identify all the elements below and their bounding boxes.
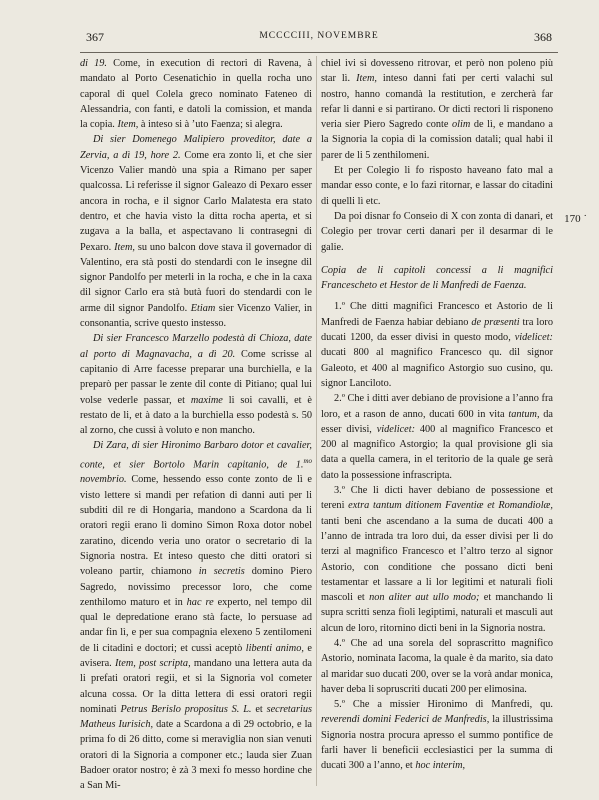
text-run: non aliter aut ullo modo;: [369, 592, 480, 604]
text-run: Come, hessendo esso conte zonto de lì e visto lettere si mandi per refation di danni auti per li subditi dil re di Hongaria, mandono a Scardona da li oratori regii erano lì domino Simon Roxa dotor nobel zaratino, dicendo veria uno orator o secretario di la Signoria nostra. Et inteso questo che ditti oratori si voleano partir, chiamono: [80, 474, 312, 578]
text-run: Come, in execution di rectori di Ravena, à mandato al Porto Cesenatichio in quella rocha uno caporal di quel Colela greco nominato Fateneo di Alessandria, con fanti, e datoli la comission, et manda la copia.: [80, 58, 312, 131]
page-number-left: 367: [86, 30, 104, 44]
text-run: libenti animo,: [245, 642, 304, 654]
text-run: in secretis: [198, 566, 245, 578]
chapter-item: [321, 483, 553, 636]
text-run: Come era zonto li, et che sier Vicenzo Valier mandò una spia a Rimano per saper qualcossa. Li referisse il signor Galeazo di Pexaro esser ancora in rocha, e il signor Carlo Malatesta era stato dentro, et che havia visto la ditta rocha aperta, et si zugava a la balla, et aspectavano li contrasegni di Pexaro.: [80, 149, 312, 253]
header-rule: [80, 52, 558, 53]
column-divider: [316, 56, 317, 786]
margin-note: 170 ˙: [564, 213, 587, 225]
chapter-item: [321, 391, 553, 483]
text-run: de præsenti: [471, 316, 520, 328]
text-run: secretarius Matheus Iurisich,: [80, 703, 312, 731]
text-run: li soi cavalli, et è restato de li, et à dato a la burchiella esso podestà s. 50 al zorno, che cussì à voluto e non mancho.: [80, 394, 312, 437]
text-run: novembrio.: [80, 474, 127, 486]
text-run: 400 al magnifico Francesco et 200 al magnifico Astorgio; la qual provisione gli sia data a quella camera, in el teritorio de la quale ge serà dato la possessione infrascripta.: [321, 423, 553, 481]
text-run: 5.º Che a missier Hironimo di Manfredi, qu.: [334, 699, 553, 711]
text-run: chiel ivi si dovesseno ritrovar, et però non poleno più star lì.: [321, 58, 553, 85]
text-run: Item,: [356, 73, 377, 85]
left-column: [80, 56, 312, 794]
text-run: Come scrisse al capitanio di Arre facesse preparar una burchiella, e la preparò per passar le zente dil conte di Pitiano; qual lui volse vederle passar, et: [80, 348, 313, 406]
text-run: 3.º Che li dicti haver debiano de possessione et tereni: [321, 485, 553, 512]
section-heading: Copia de li capitoli concessi a li magnifici Francescheto et Hestor de li Manfredi de Faenza.: [321, 264, 553, 292]
text-run: domino Piero Sagredo, novissimo precessor loro, che come zenthilomo maturo et in: [80, 566, 312, 608]
text-run: Di sier Francesco Marzello podestà di Chioza, date al porto di Magnavacha, a dì 20.: [80, 333, 312, 360]
text-run: à inteso si à ’uto Faenza; si alegra.: [138, 119, 283, 131]
paragraph: [80, 331, 312, 438]
right-column: [321, 56, 553, 774]
text-run: e avisera.: [80, 642, 312, 669]
page-number-right: 368: [534, 30, 552, 44]
text-run: Di Zara, di sier Hironimo Barbaro dotor et cavalier, conte, et sier Bortolo Marin capitanio, de 1.: [80, 440, 312, 471]
text-run: Item,: [117, 119, 139, 131]
running-title: MCCCCIII, NOVEMBRE: [259, 31, 379, 41]
text-run: di 19.: [80, 58, 114, 69]
text-run: ducati 800 al magnifico Francesco qu. dil signor Galeoto, et 400 al magnifico Astorgio suo cusino, qu. signor Lanciloto.: [321, 347, 553, 389]
text-run: hoc interim,: [415, 760, 466, 772]
text-run: 1.º Che ditti magnifici Francesco et Astorio de li Manfredi de Faenza habiar debiano: [321, 301, 553, 328]
text-run: Etiam: [190, 302, 216, 314]
paragraph: [80, 438, 312, 793]
text-run: reverendi domini Federici de Manfredis,: [321, 714, 490, 726]
text-run: mandano una lettera auta da li prefati oratori regii, et si la Signoria vol cometer alcuna cossa. Or la ditta lettera di essi oratori regii nominati: [80, 658, 312, 715]
text-run: videlicet:: [514, 332, 553, 344]
text-run: tanti beni che ascendano a la suma de ducati 400 a l’anno de intrada tra loro dui, da esser divisi per li do terzi al magnifico Francesco et l’altro terzo al signor Astorio, con conditione che possano dicti beni testamentar et lassare a li lor legitimi et naturali fioli mascoli et: [321, 515, 553, 604]
text-run: 2.º Che i ditti aver debiano de provisione a l’anno fra loro, et a rason de anno, ducati 600 in vita: [321, 393, 553, 420]
text-run: inteso danni fati per certi valachi sul nostro, hanno comandà la restitution, e zercherà far refar li danni e si partirano. Or dicti rectori li risponeno veria sier Piero Sagredo conte: [321, 73, 553, 131]
text-run: experto, nel tempo dil qual le depredatione erano stà facte, lo persuase ad andar fin lì, e per sua compagnia elexeno 5 zentilomeni de li citadini e doctori; et cussì aceptò: [80, 596, 313, 654]
text-run: maxime: [190, 394, 223, 406]
text-run: su uno balcon dove stava il governador di Valentino, era stà posti do stendardi con le insegne dil signor Pandolfo per meterli in la rocha, e che in la caxa dil signor Carlo era stà butà fuori do stendardi con le arme dil signor Pandolfo.: [80, 241, 312, 314]
text-run: videlicet:: [376, 423, 416, 435]
text-run: Item, post scripta,: [114, 658, 191, 669]
page-header: [86, 30, 552, 48]
paragraph: [321, 56, 553, 163]
chapter-item: [321, 697, 553, 773]
text-run: et manchando li supra scritti senza fioli legiptimi, naturali et masculi aut alcun de loro, ritornino dicti beni in la Signoria nostra.: [321, 592, 554, 634]
text-run: de lì, e mandano a la Signoria la copia di la comission datali; qual habi il parer de li 5 zenthilomeni.: [321, 119, 553, 161]
text-run: Di sier Domenego Malipiero proveditor, date a Zervia, a dì 19, hore 2.: [80, 134, 312, 161]
text-run: extra tantum ditionem Faventiæ et Romandiolæ,: [348, 500, 553, 512]
paragraph: [80, 56, 312, 132]
text-run: Petrus Berislo propositus S. L.: [120, 703, 252, 715]
text-run: 4.º Che ad una sorela del soprascritto magnifico Astorio, nominata Iacoma, la quale è da marito, sia dato al maridar suo ducati 200, over se la vorà andar monica, haver deba li sopruscriti ducati 200 per elimosina.: [321, 637, 553, 695]
paragraph: Et per Colegio li fo risposto haveano fato mal a mandar esso conte, e lo fazi ritornar, e lassar do citadini di quelli lì etc.: [321, 165, 553, 207]
chapter-item: [321, 636, 553, 697]
text-run: da esser divisi,: [321, 408, 554, 435]
text-run: olim: [452, 119, 471, 131]
text-run: sier Vicenzo Valier, in consonantia, scrive questo instesso.: [80, 302, 312, 330]
paragraph: [80, 132, 312, 331]
text-run: tra loro ducati 1200, da esser divisi in questo modo,: [321, 316, 553, 344]
text-run: tantum,: [508, 408, 540, 420]
text-run: la illustrissima Signoria nostra procura apresso el summo pontifice de farli haver li beneficii ecclesiastici per la summa di ducati 300 a l’anno, et: [321, 714, 553, 772]
text-run: date a Scardona a dì 29 octobrio, e la prima fo di 26 ditto, come si meraviglia non sian venuti oratori di la Signoria a componer etc.; lauda sier Zuan Badoer orator nostro; è zà 3 mexi fo messo hordine che a San Mi-: [80, 719, 312, 792]
paragraph: Da poi disnar fo Conseio di X con zonta di danari, et Colegio per trovar certi danari per il desarmar di le galie.: [321, 210, 553, 253]
chapter-item: [321, 299, 553, 391]
text-run: hac re: [186, 596, 214, 608]
text-run: Item,: [114, 241, 135, 253]
text-run: et: [251, 703, 267, 715]
superscript: mo: [303, 456, 312, 465]
